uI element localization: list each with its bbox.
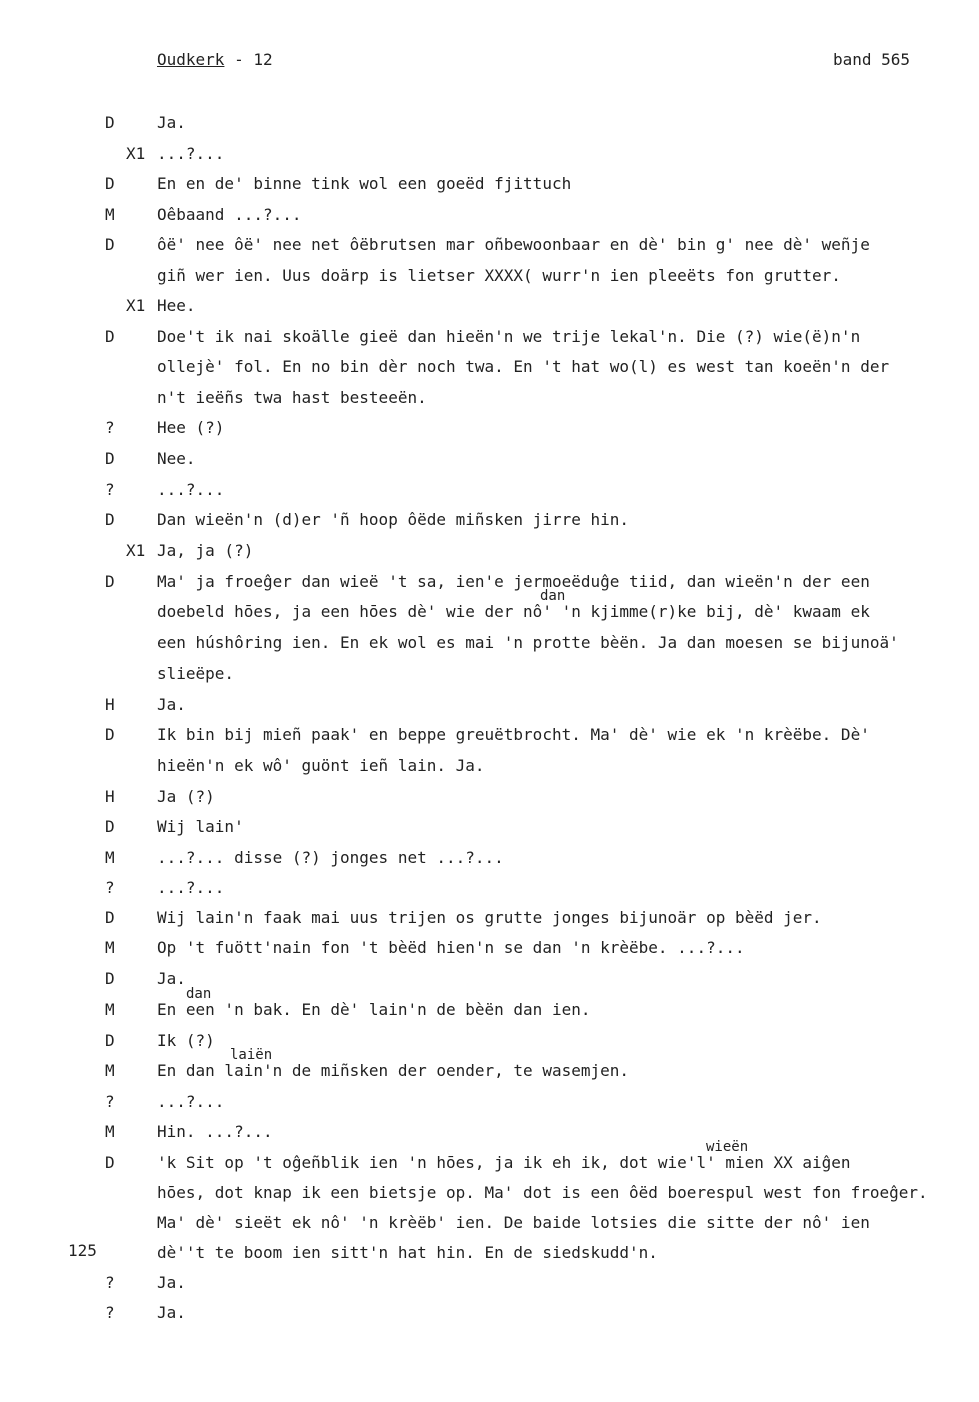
utterance-text: doebeld hōes, ja een hōes dè' wie der nô' 'n kjimme(r)ke bij, dè' kwaam ek: [157, 602, 870, 621]
speaker-label: ?: [105, 1273, 115, 1292]
speaker-label: ?: [105, 1092, 115, 1111]
utterance-text: En een 'n bak. En dè' lain'n de bèën dan ien.: [157, 1000, 591, 1019]
utterance-text: Dan wieën'n (d)er 'ñ hoop ôëde miñsken jirre hin.: [157, 510, 630, 529]
speaker-label: D: [105, 510, 115, 529]
utterance-text: Ik (?): [157, 1031, 215, 1050]
speaker-label: D: [105, 449, 115, 468]
utterance-text: Ja.: [157, 969, 186, 988]
speaker-label: M: [105, 938, 115, 957]
speaker-label: ?: [105, 1303, 115, 1322]
utterance-text: n't ieëñs twa hast besteeën.: [157, 388, 427, 407]
utterance-text: Ik bin bij mieñ paak' en beppe greuëtbrocht. Ma' dè' wie ek 'n krèëbe. Dè': [157, 725, 870, 744]
utterance-text: Hee (?): [157, 418, 225, 437]
speaker-label: M: [105, 1061, 115, 1080]
utterance-text: Wij lain'n faak mai uus trijen os grutte jonges bijunoär op bèëd jer.: [157, 908, 822, 927]
header-page-number: - 12: [224, 50, 273, 69]
speaker-label: H: [105, 695, 115, 714]
utterance-text: giñ wer ien. Uus doärp is lietser XXXX( wurr'n ien pleeëts fon grutter.: [157, 266, 841, 285]
speaker-label: D: [105, 1153, 115, 1172]
utterance-text: 'k Sit op 't oĝeñblik ien 'n hōes, ja ik eh ik, dot wie'l' mien XX aiĝen: [157, 1153, 851, 1172]
utterance-text: ...?...: [157, 144, 225, 163]
interlinear-annotation: laiën: [230, 1047, 273, 1063]
utterance-text: En dan lain'n de miñsken der oender, te wasemjen.: [157, 1061, 630, 1080]
page-header-left: [157, 50, 273, 69]
speaker-label: M: [105, 848, 115, 867]
utterance-text: Ma' dè' sieët ek nô' 'n krèëb' ien. De baide lotsies die sitte der nô' ien: [157, 1213, 870, 1232]
speaker-label: X1: [126, 296, 146, 315]
utterance-text: Op 't fuött'nain fon 't bèëd hien'n se dan 'n krèëbe. ...?...: [157, 938, 745, 957]
utterance-text: En en de' binne tink wol een goeëd fjittuch: [157, 174, 572, 193]
utterance-text: Ja.: [157, 695, 186, 714]
speaker-label: D: [105, 235, 115, 254]
speaker-label: D: [105, 817, 115, 836]
interlinear-annotation: dan: [186, 986, 212, 1002]
speaker-label: X1: [126, 144, 146, 163]
utterance-text: Oêbaand ...?...: [157, 205, 302, 224]
speaker-label: H: [105, 787, 115, 806]
speaker-label: D: [105, 113, 115, 132]
speaker-label: ?: [105, 878, 115, 897]
interlinear-annotation: wieën: [706, 1139, 749, 1155]
utterance-text: ...?...: [157, 480, 225, 499]
speaker-label: ?: [105, 418, 115, 437]
utterance-text: ...?...: [157, 878, 225, 897]
speaker-label: ?: [105, 480, 115, 499]
header-band: band 565: [833, 50, 911, 69]
header-title: Oudkerk: [157, 50, 225, 69]
utterance-text: slieëpe.: [157, 664, 235, 683]
utterance-text: hōes, dot knap ik een bietsje op. Ma' dot is een ôëd boerespul west fon froeĝer.: [157, 1183, 928, 1202]
utterance-text: Ja.: [157, 1273, 186, 1292]
utterance-text: Ja.: [157, 1303, 186, 1322]
utterance-text: ollejè' fol. En no bin dèr noch twa. En 't hat wo(l) es west tan koeën'n der: [157, 357, 890, 376]
speaker-label: D: [105, 969, 115, 988]
speaker-label: D: [105, 572, 115, 591]
utterance-text: Hee.: [157, 296, 196, 315]
speaker-label: D: [105, 327, 115, 346]
utterance-text: Ja (?): [157, 787, 215, 806]
speaker-label: D: [105, 725, 115, 744]
utterance-text: ôë' nee ôë' nee net ôëbrutsen mar oñbewoonbaar en dè' bin g' nee dè' weñje: [157, 235, 870, 254]
utterance-text: Doe't ik nai skoälle gieë dan hieën'n we trije lekal'n. Die (?) wie(ë)n'n: [157, 327, 861, 346]
speaker-label: M: [105, 205, 115, 224]
utterance-text: Ja.: [157, 113, 186, 132]
margin-line-number: 125: [68, 1241, 97, 1260]
speaker-label: D: [105, 174, 115, 193]
utterance-text: Wij lain': [157, 817, 244, 836]
utterance-text: een húshôring ien. En ek wol es mai 'n protte bèën. Ja dan moesen se bijunoä': [157, 633, 899, 652]
utterance-text: Hin. ...?...: [157, 1122, 273, 1141]
interlinear-annotation: dan: [540, 588, 566, 604]
utterance-text: ...?... disse (?) jonges net ...?...: [157, 848, 504, 867]
speaker-label: M: [105, 1000, 115, 1019]
utterance-text: hieën'n ek wô' guönt ieñ lain. Ja.: [157, 756, 485, 775]
utterance-text: dè''t te boom ien sitt'n hat hin. En de siedskudd'n.: [157, 1243, 658, 1262]
utterance-text: ...?...: [157, 1092, 225, 1111]
utterance-text: Ja, ja (?): [157, 541, 254, 560]
speaker-label: X1: [126, 541, 146, 560]
speaker-label: D: [105, 1031, 115, 1050]
speaker-label: M: [105, 1122, 115, 1141]
utterance-text: Ma' ja froeĝer dan wieë 't sa, ien'e jermoeëduĝe tiid, dan wieën'n der een: [157, 572, 870, 591]
speaker-label: D: [105, 908, 115, 927]
utterance-text: Nee.: [157, 449, 196, 468]
